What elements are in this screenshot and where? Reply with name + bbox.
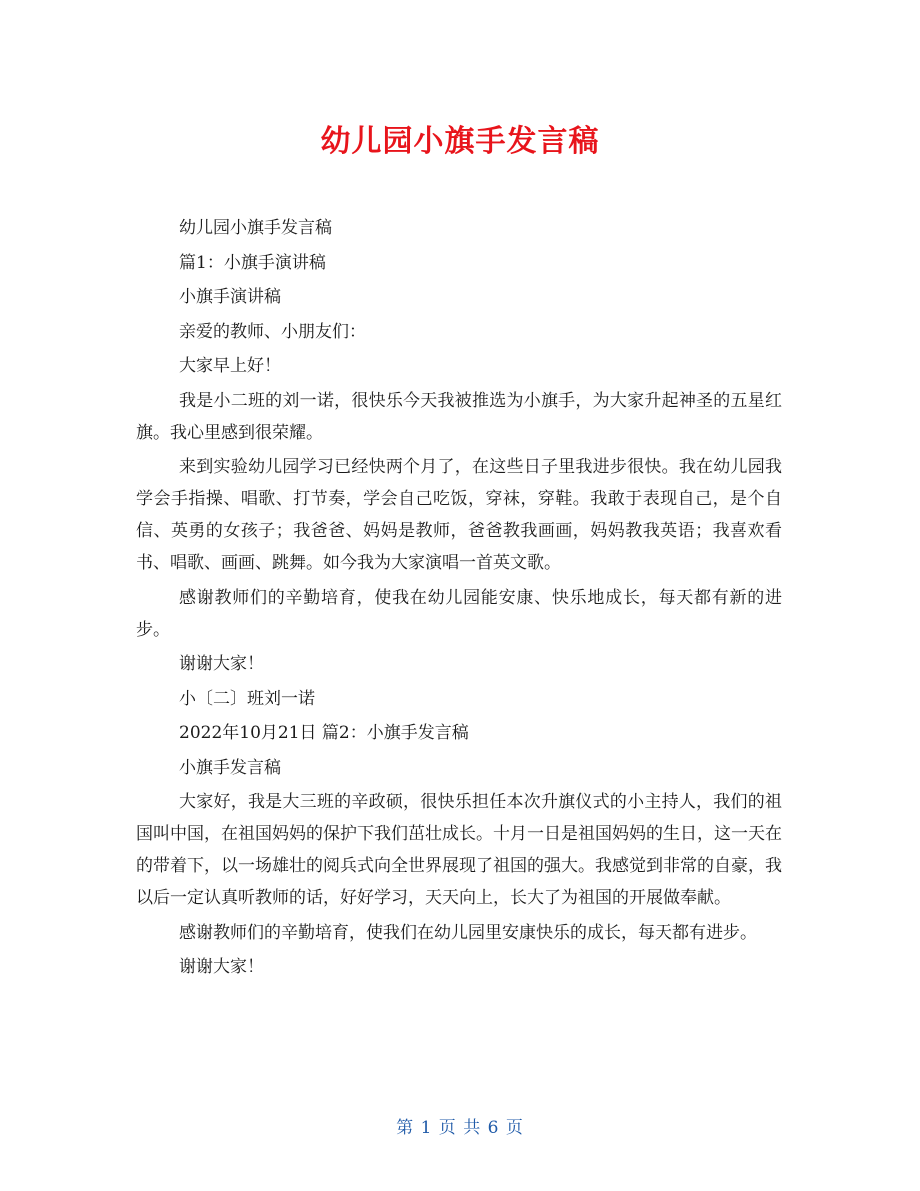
- paragraph-greeting: 大家早上好！: [179, 356, 281, 376]
- paragraph-heading: 幼儿园小旗手发言稿: [179, 218, 332, 238]
- paragraph-thanks-teachers-2: 感谢教师们的辛勤培育，使我们在幼儿园里安康快乐的成长，每天都有进步。: [179, 922, 757, 943]
- paragraph-section-1-label: 篇1：小旗手演讲稿: [179, 252, 326, 273]
- paragraph-salutation: 亲爱的教师、小朋友们：: [179, 321, 366, 342]
- document-title: 幼儿园小旗手发言稿: [320, 124, 600, 159]
- paragraph-thank-you-1: 谢谢大家！: [179, 654, 264, 674]
- paragraph-speech-title-2: 小旗手发言稿: [179, 757, 281, 778]
- paragraph-progress: 来到实验幼儿园学习已经快两个月了，在这些日子里我进步很快。我在幼儿园我学会手指操、唱歌、打节奏，学会自己吃饭，穿袜，穿鞋。我敢于表现自己，是个自信、英勇的女孩子；我爸爸、妈妈是教师，爸爸教我画画，妈妈教我英语；我喜欢看书、唱歌、画画、跳舞。如今我为大家演唱一首英文歌。: [136, 457, 782, 573]
- document-body: [136, 212, 782, 986]
- paragraph-thanks-teachers-1: 感谢教师们的辛勤培育，使我在幼儿园能安康、快乐地成长，每天都有新的进步。: [136, 587, 782, 640]
- paragraph-intro: 我是小二班的刘一诺，很快乐今天我被推选为小旗手，为大家升起神圣的五星红旗。我心里感到很荣耀。: [136, 390, 782, 443]
- paragraph-thank-you-2: 谢谢大家！: [179, 957, 264, 977]
- paragraph-date-section-2: 2022年10月21日 篇2：小旗手发言稿: [179, 723, 469, 743]
- paragraph-speech-title-1: 小旗手演讲稿: [179, 287, 281, 307]
- page-number-footer: 第 1 页 共 6 页: [396, 1118, 524, 1138]
- paragraph-signature: 小〔二〕班刘一诺: [179, 688, 315, 709]
- paragraph-host-speech: 大家好，我是大三班的辛政硕，很快乐担任本次升旗仪式的小主持人，我们的祖国叫中国，在祖国妈妈的保护下我们茁壮成长。十月一日是祖国妈妈的生日，这一天在的带着下，以一场雄壮的阅兵式向全世界展现了祖国的强大。我感觉到非常的自豪，我以后一定认真听教师的话，好好学习，天天向上，长大了为祖国的开展做奉献。: [136, 792, 782, 908]
